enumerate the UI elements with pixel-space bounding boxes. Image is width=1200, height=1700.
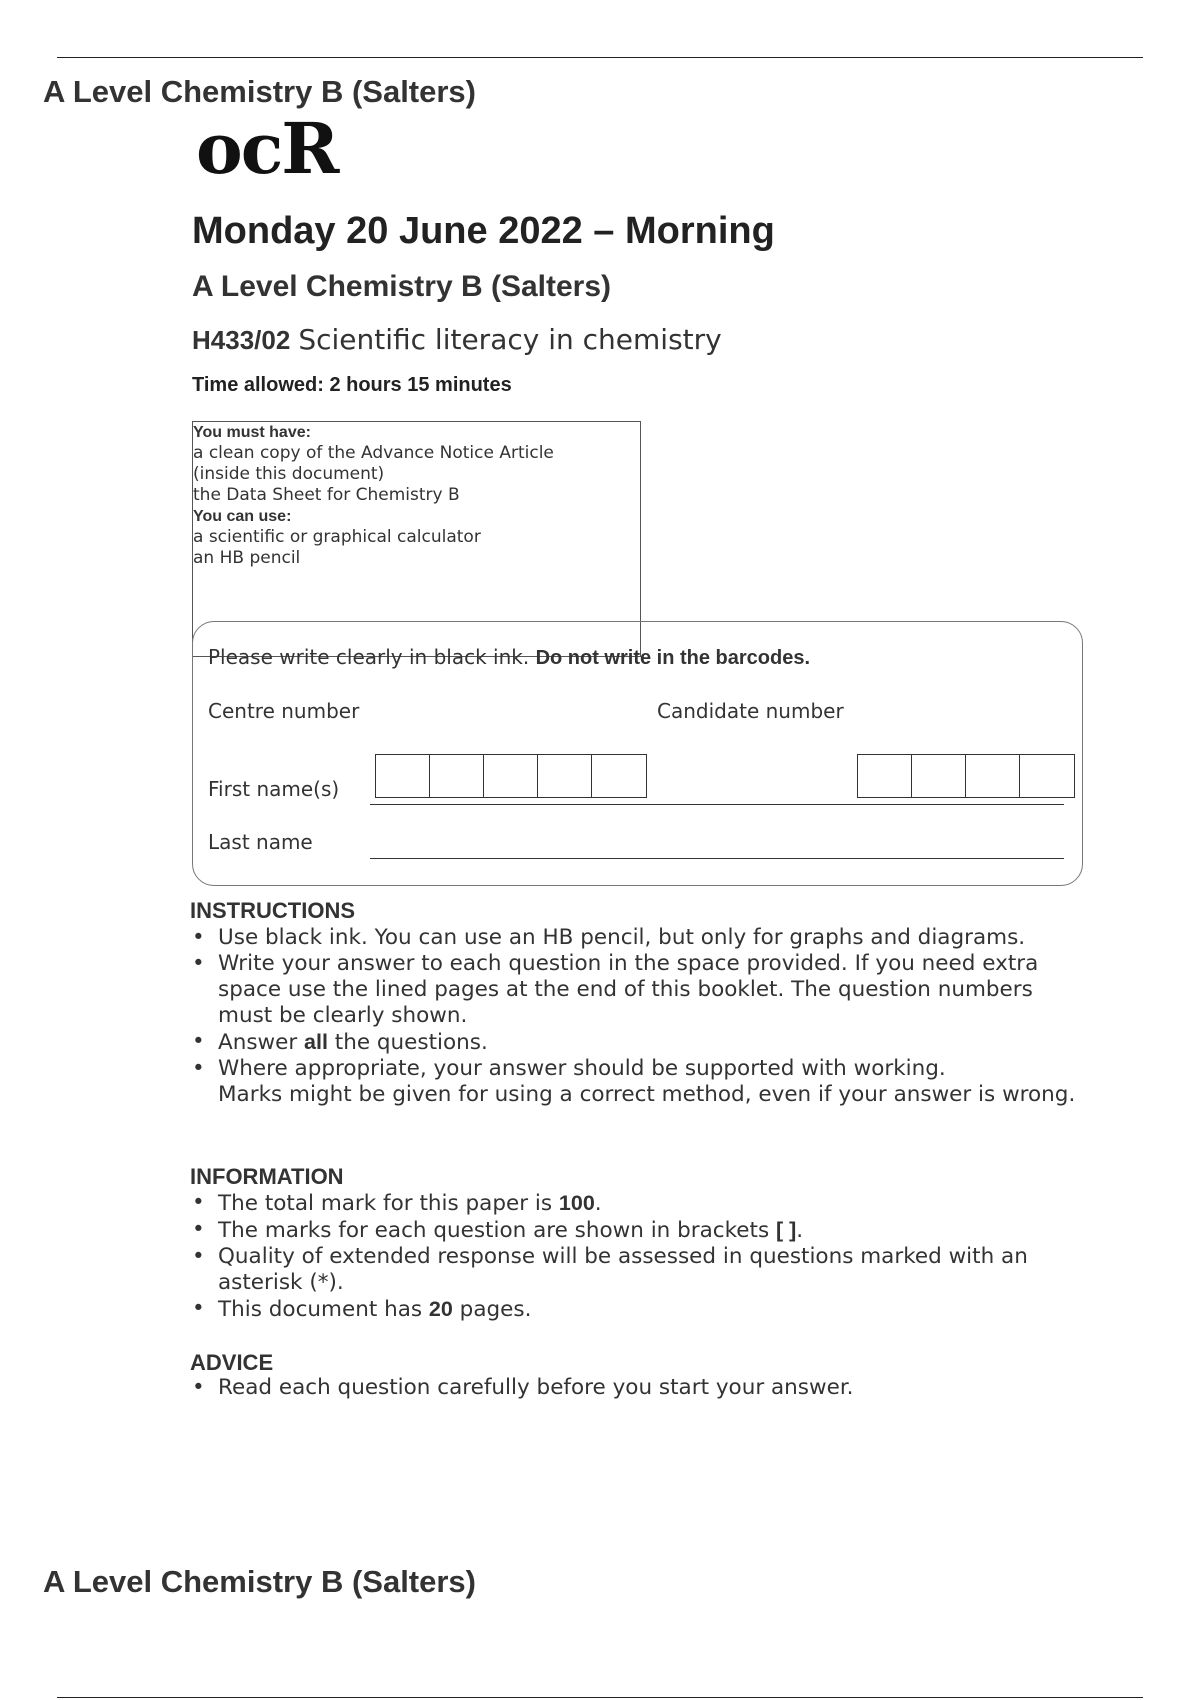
centre-number-digit-box[interactable] [592,755,646,797]
time-allowed: Time allowed: 2 hours 15 minutes [192,374,512,396]
list-item: • Use black ink. You can use an HB pencil, but only for graphs and diagrams. [190,925,1090,951]
list-item [190,1056,1090,1108]
first-name-label: First name(s) [208,777,340,801]
list-item [190,1296,1090,1323]
list-item [190,1217,1090,1244]
candidate-number-label: Candidate number [657,699,844,723]
candidate-number-digit-box[interactable] [858,755,912,797]
text: The marks for each question are shown in brackets [218,1218,776,1243]
exam-date: Monday 20 June 2022 – Morning [192,210,775,252]
text: Answer [218,1030,305,1055]
advice-heading: ADVICE [190,1350,274,1375]
candidate-number-boxes[interactable] [857,754,1075,798]
centre-number-label: Centre number [208,699,360,723]
advice-list [190,1375,1090,1401]
must-have-label: You must have: [193,424,311,441]
candidate-number-digit-box[interactable] [912,755,966,797]
first-name-line[interactable] [370,804,1064,805]
emphasis: all [304,1030,328,1054]
ocr-logo: ocR [196,107,338,190]
centre-number-digit-box[interactable] [538,755,592,797]
list-item [190,1190,1090,1217]
centre-number-digit-box[interactable] [376,755,430,797]
text: . [594,1191,602,1216]
candidate-number-digit-box[interactable] [966,755,1020,797]
list-item: • Read each question carefully before you start your answer. [190,1375,1090,1401]
emphasis: [ ] [776,1218,797,1242]
text: pages. [452,1297,532,1322]
last-name-label: Last name [208,830,313,854]
text: • Where appropriate, your answer should be supported with working. [218,1056,946,1081]
must-have-item: a clean copy of the Advance Notice Article [193,443,554,463]
information-list [190,1190,1090,1323]
can-use-label: You can use: [193,508,292,525]
list-item: • Quality of extended response will be assessed in questions marked with an asterisk (*). [190,1244,1090,1296]
last-name-line[interactable] [370,858,1064,859]
top-rule [57,57,1143,58]
candidate-number-digit-box[interactable] [1020,755,1074,797]
information-heading: INFORMATION [190,1164,344,1189]
instructions-heading: INSTRUCTIONS [190,898,355,923]
can-use-item: an HB pencil [193,548,301,568]
text: The total mark for this paper is [218,1191,559,1216]
running-footer: A Level Chemistry B (Salters) [43,1564,477,1599]
instructions-list [190,925,1090,1108]
ink-note [208,645,810,670]
must-have-item: (inside this document) [193,464,385,484]
can-use-item: a scientific or graphical calculator [193,527,481,547]
list-item: • Write your answer to each question in the space provided. If you need extra space use the lined pages at the end of this booklet. The question numbers must be clearly shown. [190,951,1090,1029]
emphasis: 100 [558,1191,595,1215]
bottom-rule [57,1697,1143,1698]
ink-note-text: Please write clearly in black ink. [208,645,530,669]
text: the questions. [327,1030,488,1055]
paper-code: H433/02 [192,325,291,355]
text: . [796,1218,804,1243]
centre-number-digit-box[interactable] [484,755,538,797]
list-item [190,1029,1090,1056]
centre-number-boxes[interactable] [375,754,647,798]
paper-code-line [192,323,722,356]
text: Marks might be given for using a correct method, even if your answer is wrong. [218,1082,1076,1107]
must-have-item: the Data Sheet for Chemistry B [193,485,460,505]
barcode-warning: Do not write in the barcodes. [535,647,811,669]
running-header: A Level Chemistry B (Salters) [43,74,477,109]
paper-title: Scientific literacy in chemistry [298,323,722,356]
subject-title: A Level Chemistry B (Salters) [192,270,612,303]
emphasis: 20 [428,1297,453,1321]
text: This document has [218,1297,429,1322]
centre-number-digit-box[interactable] [430,755,484,797]
